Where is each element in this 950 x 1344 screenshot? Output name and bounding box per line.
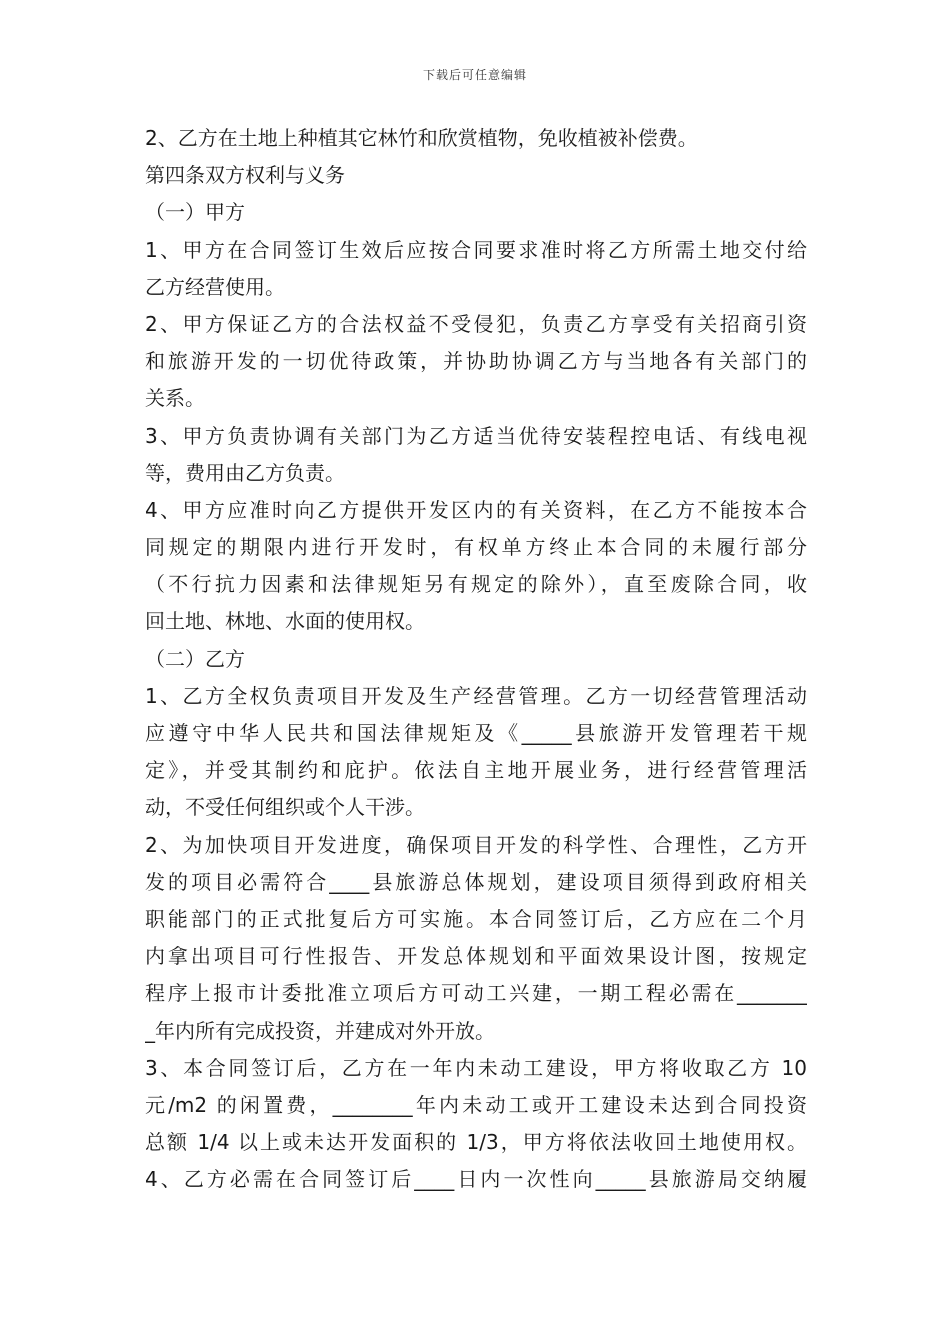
text-line: 总额 1/4 以上或未达开发面积的 1/3，甲方将依法收回土地使用权。 xyxy=(145,1130,807,1155)
text-line: 关系。 xyxy=(145,386,205,411)
text-line: 应遵守中华人民共和国法律规矩及《_____县旅游开发管理若干规 xyxy=(145,721,807,745)
text-line: 定》，并受其制约和庇护。依法自主地开展业务，进行经营管理活 xyxy=(145,758,807,783)
text-line: 4、甲方应准时向乙方提供开发区内的有关资料，在乙方不能按本合 xyxy=(145,497,807,522)
text-line: 1、甲方在合同签订生效后应按合同要求准时将乙方所需土地交付给 xyxy=(145,237,807,262)
text-line: 第四条双方权利与义务 xyxy=(145,163,345,188)
text-line: 4、乙方必需在合同签订后____日内一次性向_____县旅游局交纳履 xyxy=(145,1167,807,1192)
text-line: 程序上报市计委批准立项后方可动工兴建，一期工程必需在_______ xyxy=(145,981,807,1006)
text-line: 发的项目必需符合____县旅游总体规划，建设项目须得到政府相关 xyxy=(145,869,807,894)
text-line: （一）甲方 xyxy=(145,200,245,225)
text-line: 3、本合同签订后，乙方在一年内未动工建设，甲方将收取乙方 10 xyxy=(145,1055,807,1080)
text-line: 2、乙方在土地上种植其它林竹和欣赏植物，免收植被补偿费。 xyxy=(145,126,698,150)
text-line: 2、甲方保证乙方的合法权益不受侵犯，负责乙方享受有关招商引资 xyxy=(145,311,807,336)
page-header: 下载后可任意编辑 xyxy=(422,68,527,82)
text-line: 动，不受任何组织或个人干涉。 xyxy=(145,795,425,820)
text-line: 元/m2 的闲置费，________年内未动工或开工建设未达到合同投资 xyxy=(145,1092,807,1117)
document-body xyxy=(145,120,807,1198)
text-line: 等，费用由乙方负责。 xyxy=(145,460,345,485)
text-line: 同规定的期限内进行开发时，有权单方终止本合同的未履行部分 xyxy=(145,535,807,560)
text-line: （二）乙方 xyxy=(145,646,245,671)
text-line: 内拿出项目可行性报告、开发总体规划和平面效果设计图，按规定 xyxy=(145,944,807,969)
text-line: 乙方经营使用。 xyxy=(145,274,285,299)
text-line: 职能部门的正式批复后方可实施。本合同签订后，乙方应在二个月 xyxy=(145,906,807,931)
text-line: 3、甲方负责协调有关部门为乙方适当优待安装程控电话、有线电视 xyxy=(145,423,807,448)
text-line: 和旅游开发的一切优待政策，并协助协调乙方与当地各有关部门的 xyxy=(145,349,807,374)
text-line: 1、乙方全权负责项目开发及生产经营管理。乙方一切经营管理活动 xyxy=(145,683,807,708)
text-line: 2、为加快项目开发进度，确保项目开发的科学性、合理性，乙方开 xyxy=(145,832,807,857)
text-line: 回土地、林地、水面的使用权。 xyxy=(145,609,425,634)
text-line: _年内所有完成投资，并建成对外开放。 xyxy=(145,1018,495,1043)
text-line: （不行抗力因素和法律规矩另有规定的除外），直至废除合同，收 xyxy=(145,572,807,597)
